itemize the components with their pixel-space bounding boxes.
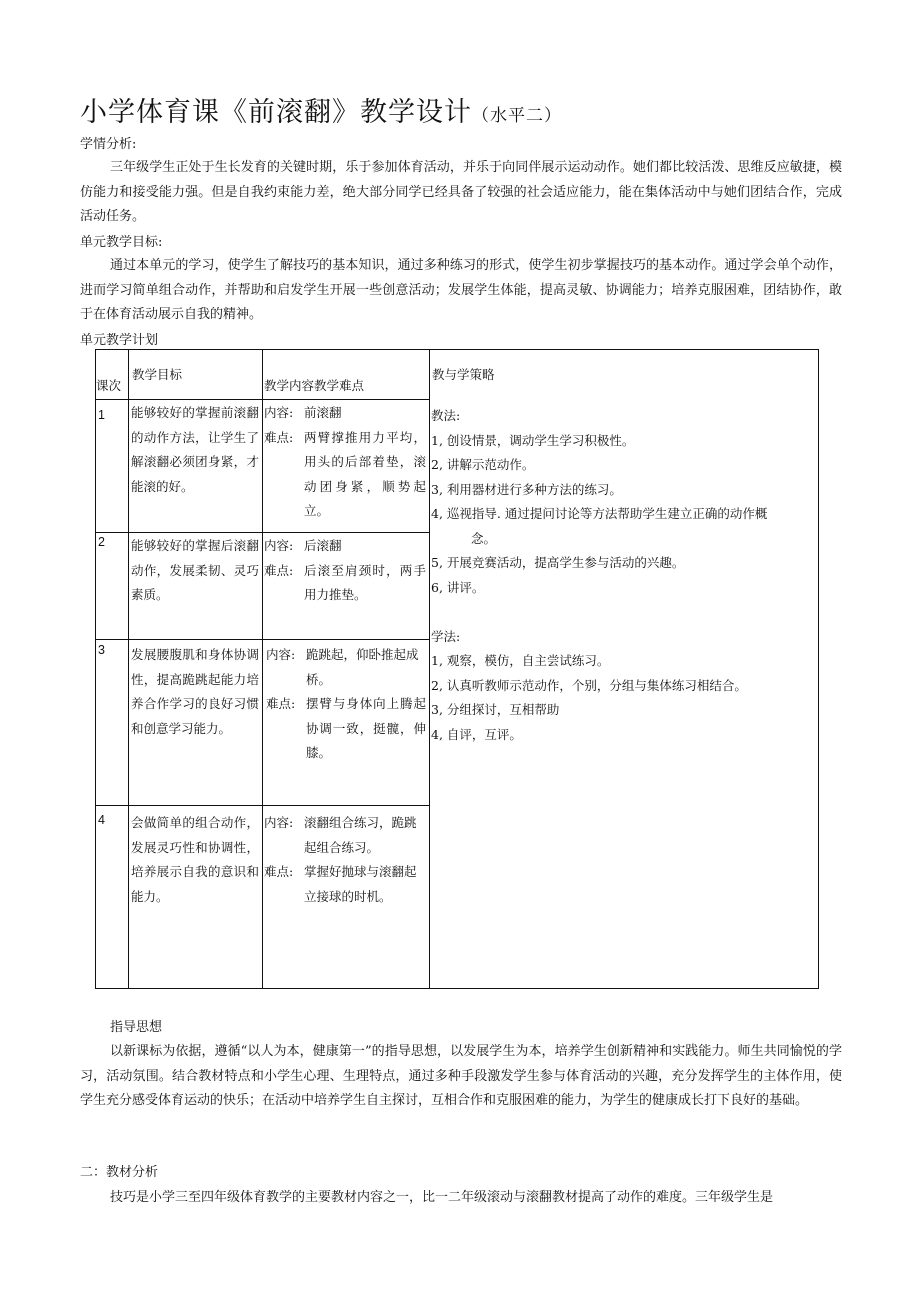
header-content: 教学内容教学难点 xyxy=(264,378,365,393)
content-text: 滚翻组合练习，跪跳起组合练习。 xyxy=(304,815,417,855)
difficulty-text: 摆臂与身体向上腾起协调一致，挺髋，伸膝。 xyxy=(306,696,426,760)
difficulty-label: 难点: xyxy=(264,429,294,445)
teaching-item: 6, 讲评。 xyxy=(431,579,485,595)
teaching-item: 4, 巡视指导. 通过提问讨论等方法帮助学生建立正确的动作概 xyxy=(431,506,768,521)
difficulty-text: 掌握好抛球与滚翻起立接球的时机。 xyxy=(304,864,417,904)
lesson-number: 1 xyxy=(98,408,105,422)
table-hline xyxy=(96,639,429,640)
content-label: 内容: xyxy=(266,647,296,662)
difficulty-label: 难点: xyxy=(264,562,294,578)
difficulty-label: 难点: xyxy=(266,696,296,711)
difficulty-label: 难点: xyxy=(264,864,294,879)
header-lesson: 课次 xyxy=(96,378,122,393)
difficulty-text: 后滚至肩颈时，两手用力推垫。 xyxy=(304,562,426,602)
lesson-goal: 发展腰腹肌和身体协调性，提高跪跳起能力培养合作学习的良好习惯和创意学习能力。 xyxy=(131,647,259,736)
table-vline xyxy=(429,350,430,988)
guidance-text: 以新课标为依据，遵循“以人为本，健康第一”的指导思想，以发展学生为本，培养学生创新精神和实践能力。师生共同愉悦的学习，活动氛围。结合教材特点和小学生心理、生理特点，通过多种手段激发学生参与体育活动的兴趣，充分发挥学生的主体作用，使学生充分感受体育运动的快乐；在活动中培养学生自主探讨，互相合作和克服困难的能力，为学生的健康成长打下良好的基础。 xyxy=(80,1044,842,1108)
guidance-label: 指导思想 xyxy=(110,1020,163,1035)
unit-plan-label: 单元教学计划 xyxy=(80,333,159,348)
content-label: 内容: xyxy=(264,815,294,830)
content-label: 内容: xyxy=(264,405,294,420)
lesson-content xyxy=(264,534,426,608)
learning-item: 2, 认真听教师示范动作，个别，分组与集体练习相结合。 xyxy=(431,677,747,693)
learning-method-label: 学法: xyxy=(431,628,461,644)
learning-item: 3, 分组探讨，互相帮助 xyxy=(431,702,560,717)
header-strategy: 教与学策略 xyxy=(432,367,495,382)
teaching-item: 2, 讲解示范动作。 xyxy=(431,457,535,472)
content-label: 内容: xyxy=(264,538,294,553)
material-label: 二：教材分析 xyxy=(80,1165,159,1180)
lesson-number: 2 xyxy=(98,535,105,549)
unit-goals-text: 通过本单元的学习，使学生了解技巧的基本知识，通过多种练习的形式，使学生初步掌握技巧的基本动作。通过学会单个动作，进而学习简单组合动作，并帮助和启发学生开展一些创意活动；发展学生体能，提高灵敏、协调能力；培养克服困难，团结协作，敢于在体育活动展示自我的精神。 xyxy=(80,258,842,322)
table-vline xyxy=(128,350,129,988)
lesson-goal: 能够较好的掌握后滚翻动作，发展柔韧、灵巧素质。 xyxy=(131,538,259,602)
content-text: 前滚翻 xyxy=(304,405,342,420)
lesson-content xyxy=(266,643,426,766)
learning-item: 1, 观察，模仿，自主尝试练习。 xyxy=(431,653,610,668)
teaching-method-label: 教法: xyxy=(431,408,461,423)
lesson-number: 3 xyxy=(98,643,105,657)
title-main: 小学体育课《前滚翻》教学设计 xyxy=(80,97,472,128)
lesson-content xyxy=(264,811,426,909)
table-hline xyxy=(96,399,429,400)
unit-plan-table xyxy=(95,349,819,989)
title-sub: （水平二） xyxy=(472,106,562,126)
teaching-item: 3, 利用器材进行多种方法的练习。 xyxy=(431,481,622,497)
teaching-item-continued: 念。 xyxy=(471,530,497,546)
content-text: 后滚翻 xyxy=(304,538,342,553)
lesson-goal: 能够较好的掌握前滚翻的动作方法，让学生了解滚翻必须团身紧，才能滚的好。 xyxy=(131,405,259,494)
learning-analysis-text: 三年级学生正处于生长发育的关键时期，乐于参加体育活动，并乐于向同伴展示运动动作。她们都比较活泼、思维反应敏捷，模仿能力和接受能力强。但是自我约束能力差，绝大部分同学已经具备了较强的社会适应能力，能在集体活动中与她们团结合作，完成活动任务。 xyxy=(80,160,842,224)
difficulty-text: 两臂撑推用力平均，用头的后部着垫，滚动团身紧，顺势起立。 xyxy=(304,429,426,518)
table-hline xyxy=(96,805,429,806)
lesson-number: 4 xyxy=(98,813,105,827)
document-title xyxy=(80,90,562,129)
strategy-cell xyxy=(431,404,816,747)
unit-goals-label: 单元教学目标: xyxy=(80,235,163,250)
material-text: 技巧是小学三至四年级体育教学的主要教材内容之一，比一二年级滚动与滚翻教材提高了动作的难度。三年级学生是 xyxy=(110,1190,774,1205)
teaching-item: 5, 开展竞赛活动，提高学生参与活动的兴趣。 xyxy=(431,555,685,570)
lesson-content xyxy=(264,401,426,524)
lesson-goal: 会做简单的组合动作，发展灵巧性和协调性，培养展示自我的意识和能力。 xyxy=(131,815,259,904)
spacer xyxy=(431,600,816,625)
learning-item: 4, 自评，互评。 xyxy=(431,726,522,742)
header-goal: 教学目标 xyxy=(132,367,183,382)
table-hline xyxy=(96,532,429,533)
content-text: 跪跳起，仰卧推起成桥。 xyxy=(306,647,419,687)
teaching-item: 1, 创设情景，调动学生学习积极性。 xyxy=(431,432,635,448)
learning-analysis-label: 学情分析: xyxy=(80,137,137,152)
table-vline xyxy=(262,350,263,988)
